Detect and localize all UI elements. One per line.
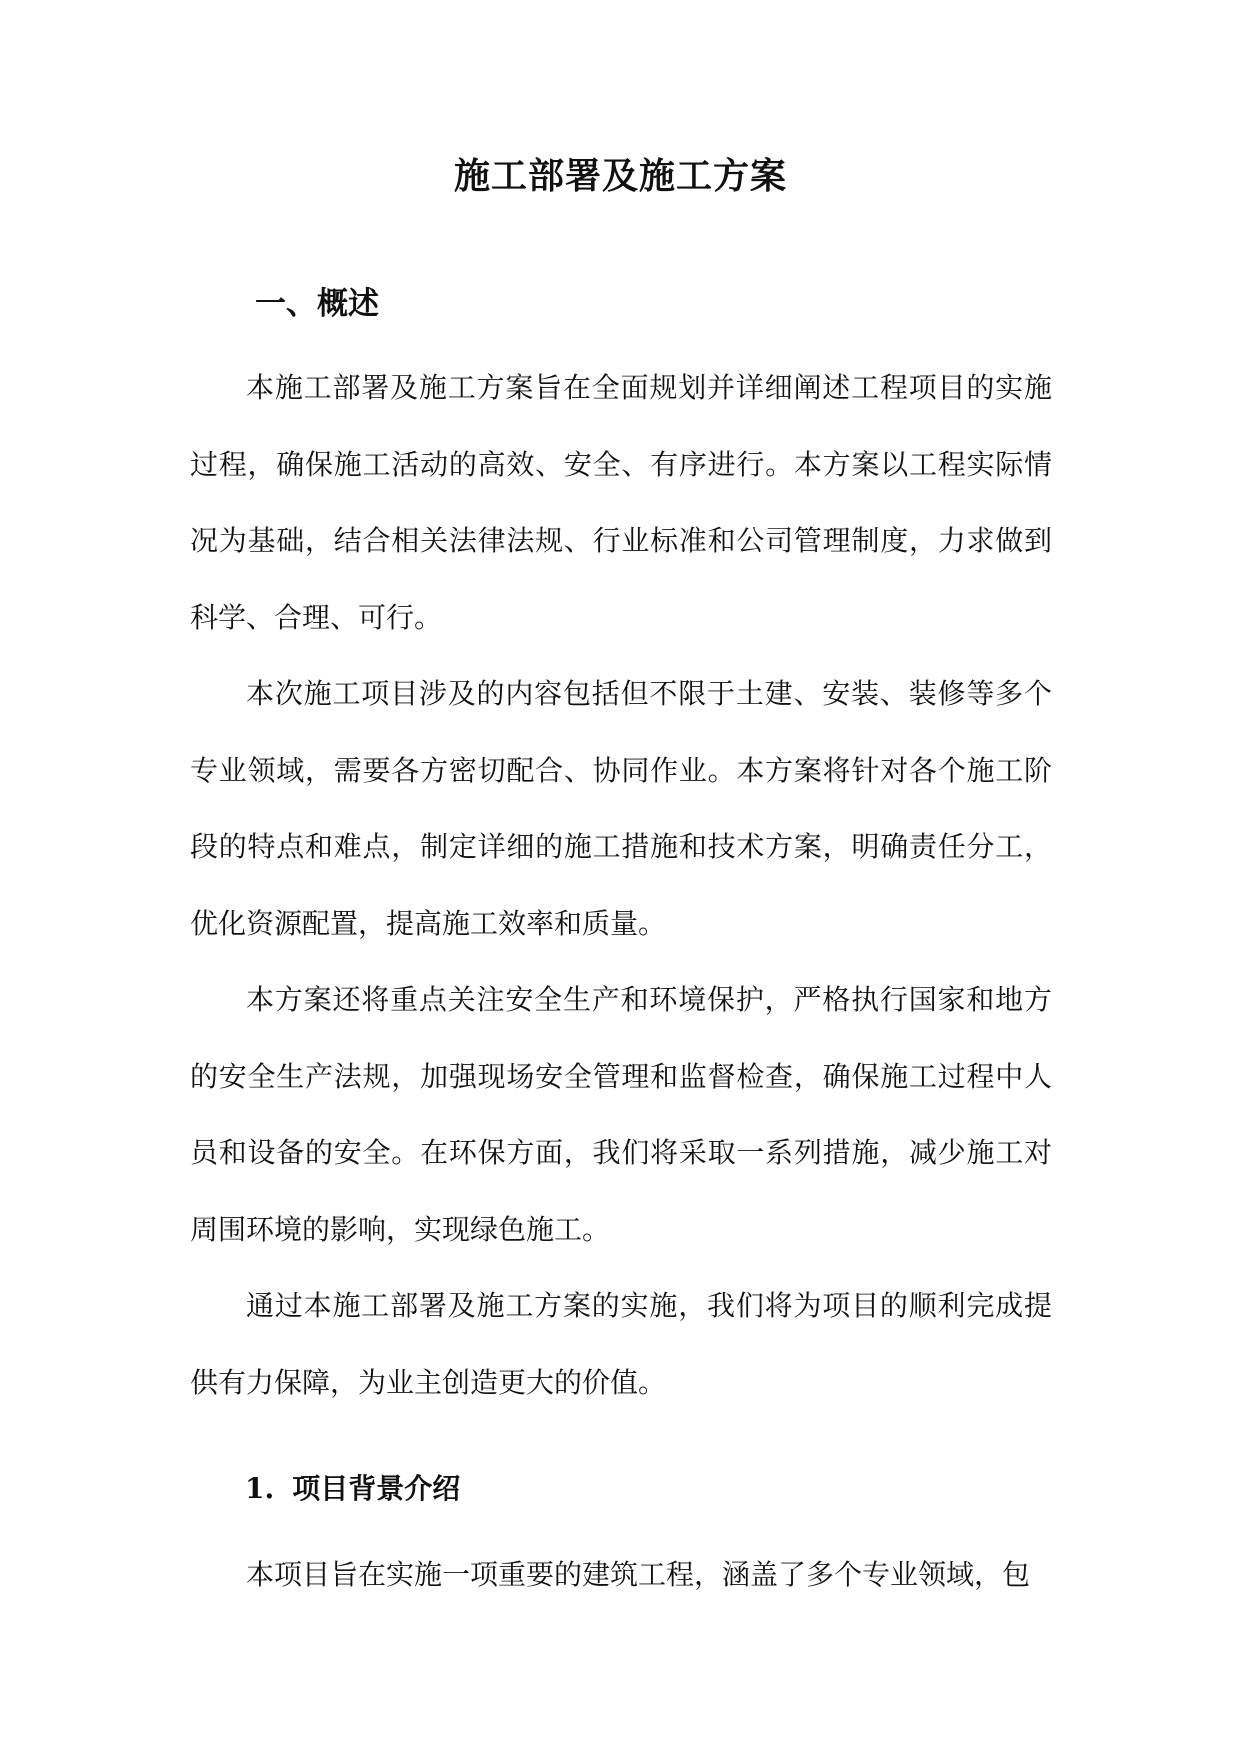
subsection-heading-project-background [245,1461,460,1517]
paragraph-2: 本次施工项目涉及的内容包括但不限于土建、安装、装修等多个专业领域，需要各方密切配合、协同作业。本方案将针对各个施工阶段的特点和难点，制定详细的施工措施和技术方案，明确责任分工，优化资源配置，提高施工效率和质量。 [190,677,1052,940]
paragraph-4: 通过本施工部署及施工方案的实施，我们将为项目的顺利完成提供有力保障，为业主创造更大的价值。 [190,1289,1052,1399]
document-title: 施工部署及施工方案 [453,155,787,197]
paragraph-5: 本项目旨在实施一项重要的建筑工程，涵盖了多个专业领域，包 [246,1558,1031,1591]
subsection-title: 项目背景介绍 [292,1472,461,1505]
paragraph-3: 本方案还将重点关注安全生产和环境保护，严格执行国家和地方的安全生产法规，加强现场安全管理和监督检查，确保施工过程中人员和设备的安全。在环保方面，我们将采取一系列措施，减少施工对周围环境的影响，实现绿色施工。 [190,983,1052,1246]
paragraph-1: 本施工部署及施工方案旨在全面规划并详细阐述工程项目的实施过程，确保施工活动的高效、安全、有序进行。本方案以工程实际情况为基础，结合相关法律法规、行业标准和公司管理制度，力求做到科学、合理、可行。 [190,371,1052,634]
section-heading-overview: 一、概述 [255,286,379,322]
subsection-number: 1. [245,1472,275,1505]
